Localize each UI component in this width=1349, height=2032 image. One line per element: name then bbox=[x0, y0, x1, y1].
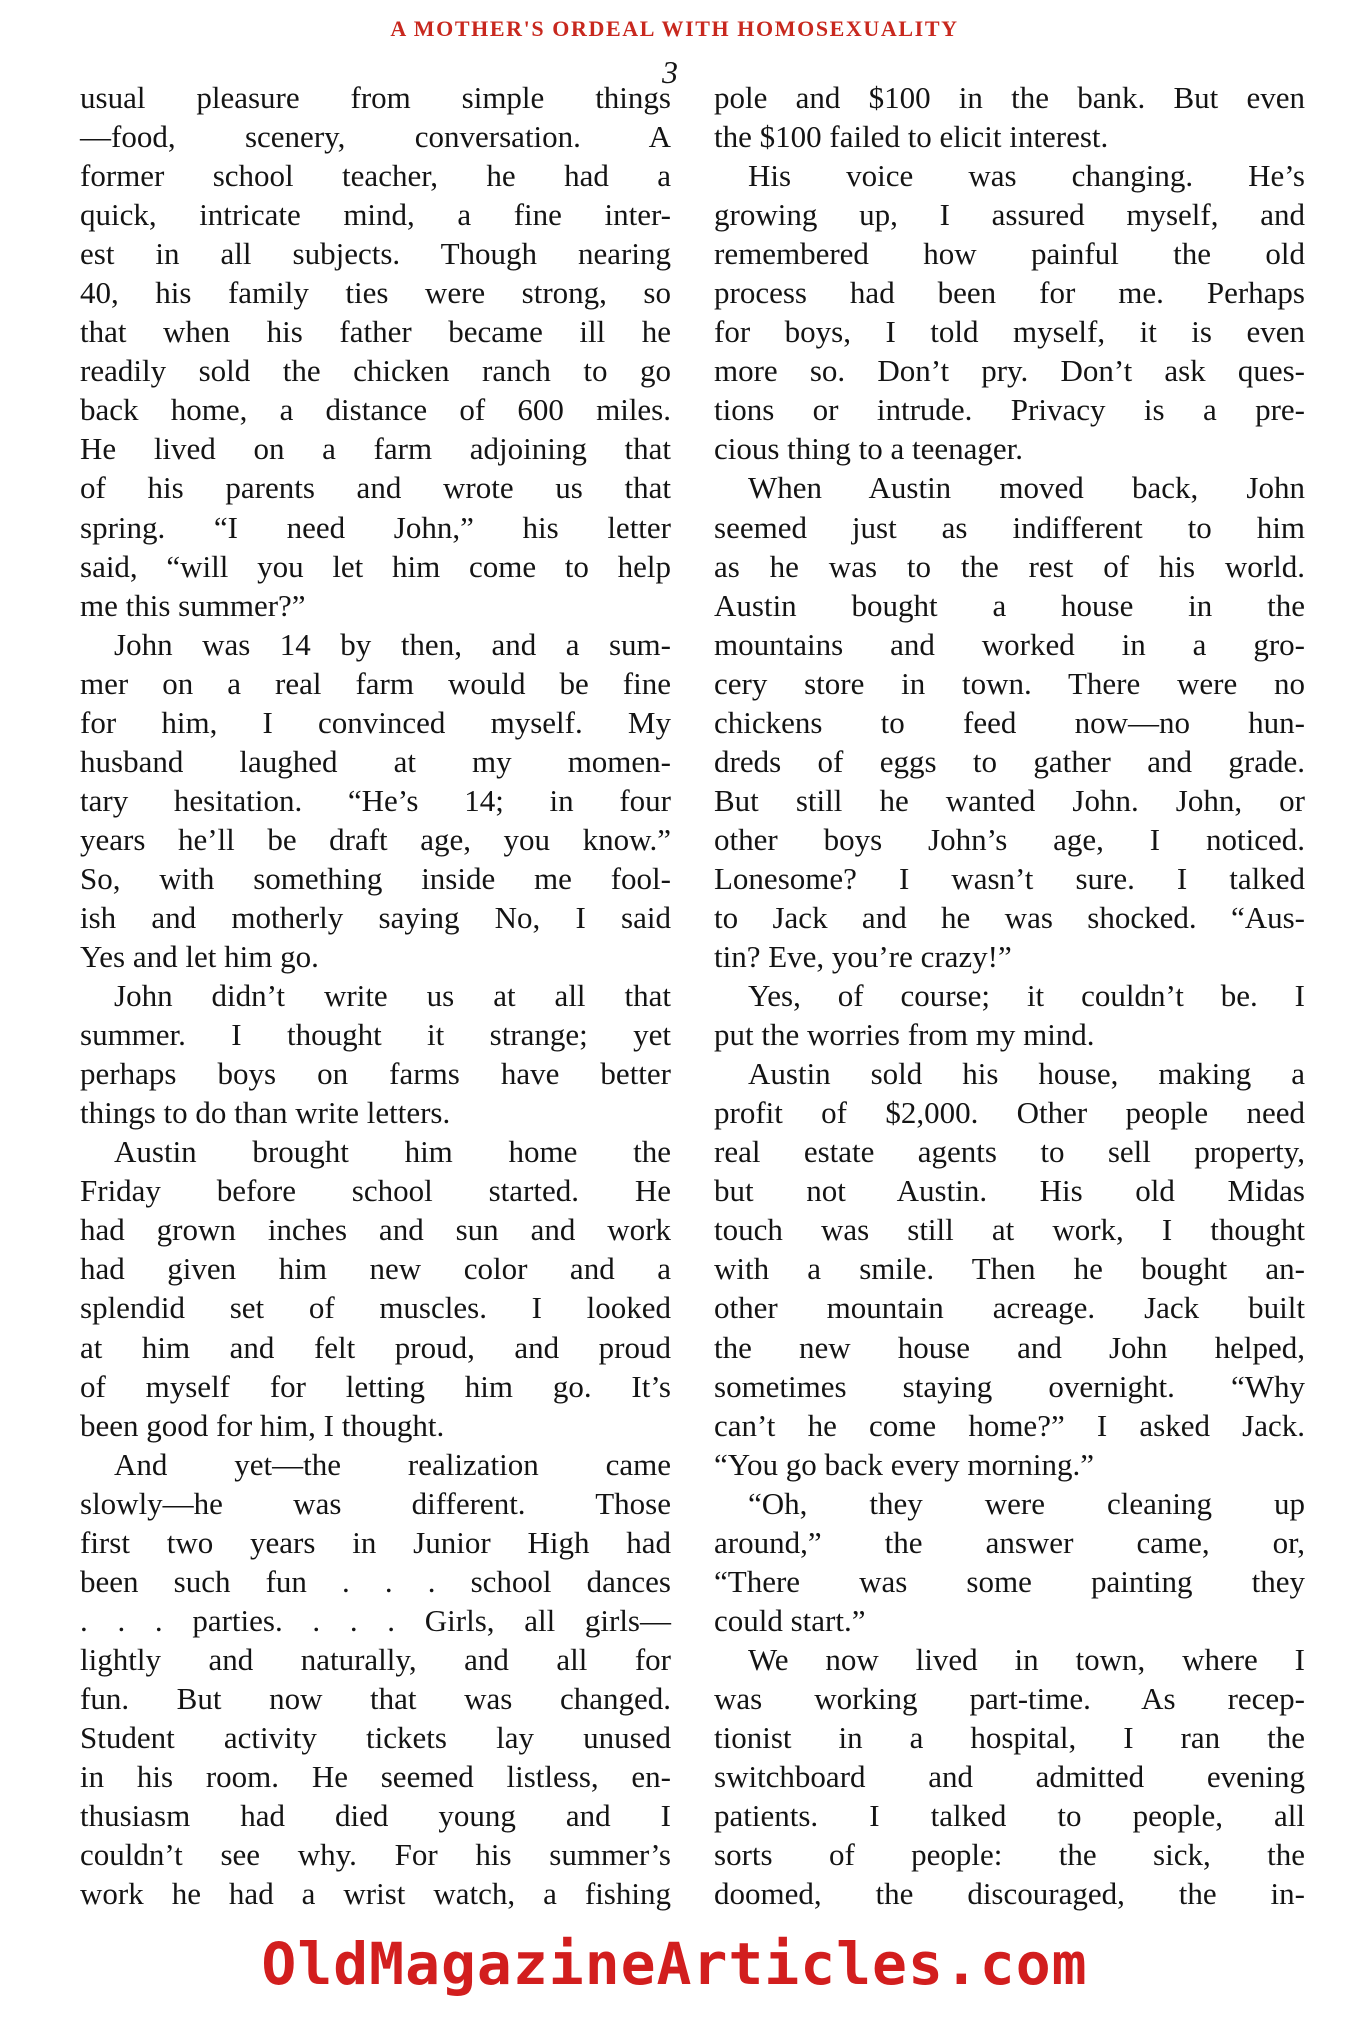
text-line: readily sold the chicken ranch to go bbox=[80, 353, 671, 389]
text-line: spring. “I need John,” his letter bbox=[80, 509, 671, 545]
text-line: Yes and let him go. bbox=[80, 939, 319, 975]
text-line: mer on a real farm would be fine bbox=[80, 665, 671, 701]
text-line: Austin bought a house in the bbox=[714, 587, 1305, 623]
text-line: in his room. He seemed listless, en- bbox=[80, 1759, 671, 1795]
text-line: So, with something inside me fool- bbox=[80, 860, 671, 896]
text-line: real estate agents to sell property, bbox=[714, 1134, 1305, 1170]
text-line: We now lived in town, where I bbox=[748, 1641, 1305, 1677]
text-line: for boys, I told myself, it is even bbox=[714, 314, 1305, 350]
text-line: of myself for letting him go. It’s bbox=[80, 1368, 671, 1404]
text-line: But still he wanted John. John, or bbox=[714, 782, 1305, 818]
text-line: husband laughed at my momen- bbox=[80, 743, 671, 779]
text-line: can’t he come home?” I asked Jack. bbox=[714, 1407, 1305, 1443]
text-line: at him and felt proud, and proud bbox=[80, 1329, 671, 1365]
text-line: seemed just as indifferent to him bbox=[714, 509, 1305, 545]
text-line: had given him new color and a bbox=[80, 1251, 671, 1287]
text-line: usual pleasure from simple things bbox=[80, 80, 671, 115]
text-line: fun. But now that was changed. bbox=[80, 1680, 671, 1716]
text-line: with a smile. Then he bought an- bbox=[714, 1251, 1305, 1287]
text-line: cery store in town. There were no bbox=[714, 665, 1305, 701]
text-line: chickens to feed now—no hun- bbox=[714, 704, 1305, 740]
text-line: other boys John’s age, I noticed. bbox=[714, 821, 1305, 857]
text-line: years he’ll be draft age, you know.” bbox=[80, 821, 671, 857]
text-line: Lonesome? I wasn’t sure. I talked bbox=[714, 860, 1305, 896]
text-line: process had been for me. Perhaps bbox=[714, 275, 1305, 311]
text-line: ish and motherly saying No, I said bbox=[80, 899, 671, 935]
text-line: remembered how painful the old bbox=[714, 236, 1305, 272]
text-line: more so. Don’t pry. Don’t ask ques- bbox=[714, 353, 1305, 389]
text-line: couldn’t see why. For his summer’s bbox=[80, 1837, 671, 1873]
text-line: tions or intrude. Privacy is a pre- bbox=[714, 392, 1305, 428]
text-line: touch was still at work, I thought bbox=[714, 1212, 1305, 1248]
text-line: slowly—he was different. Those bbox=[80, 1485, 671, 1521]
text-line: growing up, I assured myself, and bbox=[714, 197, 1305, 233]
text-line: was working part-time. As recep- bbox=[714, 1680, 1305, 1716]
text-line: His voice was changing. He’s bbox=[748, 158, 1305, 194]
text-line: been such fun . . . school dances bbox=[80, 1563, 671, 1599]
text-line: John didn’t write us at all that bbox=[114, 978, 671, 1014]
text-line: —food, scenery, conversation. A bbox=[80, 119, 671, 155]
page-number: 3 bbox=[662, 54, 678, 90]
text-line: summer. I thought it strange; yet bbox=[80, 1017, 671, 1053]
text-line: for him, I convinced myself. My bbox=[80, 704, 671, 740]
text-line: quick, intricate mind, a fine inter- bbox=[80, 197, 671, 233]
text-line: that when his father became ill he bbox=[80, 314, 671, 350]
text-line: “Oh, they were cleaning up bbox=[748, 1485, 1305, 1521]
text-line: tin? Eve, you’re crazy!” bbox=[714, 939, 1012, 975]
text-line: former school teacher, he had a bbox=[80, 158, 671, 194]
text-line: to Jack and he was shocked. “Aus- bbox=[714, 899, 1305, 935]
text-line: lightly and naturally, and all for bbox=[80, 1641, 671, 1677]
text-line: sometimes staying overnight. “Why bbox=[714, 1368, 1305, 1404]
text-line: perhaps boys on farms have better bbox=[80, 1056, 671, 1092]
text-line: the new house and John helped, bbox=[714, 1329, 1305, 1365]
text-line: patients. I talked to people, all bbox=[714, 1798, 1305, 1834]
text-line: been good for him, I thought. bbox=[80, 1407, 445, 1443]
text-line: dreds of eggs to gather and grade. bbox=[714, 743, 1305, 779]
text-line: Yes, of course; it couldn’t be. I bbox=[748, 978, 1305, 1014]
text-column-right bbox=[714, 78, 1305, 1913]
text-line: Austin brought him home the bbox=[114, 1134, 671, 1170]
text-line: tary hesitation. “He’s 14; in four bbox=[80, 782, 671, 818]
site-watermark[interactable]: OldMagazineArticles.com bbox=[261, 1930, 1088, 1998]
text-line: had grown inches and sun and work bbox=[80, 1212, 671, 1248]
text-line: as he was to the rest of his world. bbox=[714, 548, 1305, 584]
text-line: said, “will you let him come to help bbox=[80, 548, 671, 584]
text-line: profit of $2,000. Other people need bbox=[714, 1095, 1305, 1131]
text-line: “You go back every morning.” bbox=[714, 1446, 1094, 1482]
text-line: 40, his family ties were strong, so bbox=[80, 275, 671, 311]
text-line: Student activity tickets lay unused bbox=[80, 1719, 671, 1755]
text-line: splendid set of muscles. I looked bbox=[80, 1290, 671, 1326]
text-line: me this summer?” bbox=[80, 587, 306, 623]
text-line: switchboard and admitted evening bbox=[714, 1759, 1305, 1795]
text-line: cious thing to a teenager. bbox=[714, 431, 1024, 467]
text-line: around,” the answer came, or, bbox=[714, 1524, 1305, 1560]
text-line: Friday before school started. He bbox=[80, 1173, 671, 1209]
text-line: mountains and worked in a gro- bbox=[714, 626, 1305, 662]
text-line: sorts of people: the sick, the bbox=[714, 1837, 1305, 1873]
text-line: work he had a wrist watch, a fishing bbox=[80, 1876, 671, 1912]
text-line: John was 14 by then, and a sum- bbox=[114, 626, 671, 662]
text-line: “There was some painting they bbox=[714, 1563, 1305, 1599]
text-line: When Austin moved back, John bbox=[748, 470, 1305, 506]
text-line: could start.” bbox=[714, 1602, 866, 1638]
text-line: put the worries from my mind. bbox=[714, 1017, 1095, 1053]
text-line: of his parents and wrote us that bbox=[80, 470, 671, 506]
text-line: He lived on a farm adjoining that bbox=[80, 431, 671, 467]
text-line: back home, a distance of 600 miles. bbox=[80, 392, 671, 428]
text-line: . . . parties. . . . Girls, all girls— bbox=[80, 1602, 671, 1638]
text-line: And yet—the realization came bbox=[114, 1446, 671, 1482]
text-column-left bbox=[80, 78, 671, 1913]
text-line: doomed, the discouraged, the in- bbox=[714, 1876, 1305, 1912]
text-line: est in all subjects. Though nearing bbox=[80, 236, 671, 272]
article-header: A MOTHER'S ORDEAL WITH HOMOSEXUALITY bbox=[390, 16, 959, 41]
text-line: but not Austin. His old Midas bbox=[714, 1173, 1305, 1209]
text-line: things to do than write letters. bbox=[80, 1095, 451, 1131]
text-line: Austin sold his house, making a bbox=[748, 1056, 1305, 1092]
text-line: pole and $100 in the bank. But even bbox=[714, 80, 1305, 115]
text-line: thusiasm had died young and I bbox=[80, 1798, 671, 1834]
text-line: the $100 failed to elicit interest. bbox=[714, 119, 1109, 155]
text-line: tionist in a hospital, I ran the bbox=[714, 1719, 1305, 1755]
text-line: first two years in Junior High had bbox=[80, 1524, 671, 1560]
text-line: other mountain acreage. Jack built bbox=[714, 1290, 1305, 1326]
